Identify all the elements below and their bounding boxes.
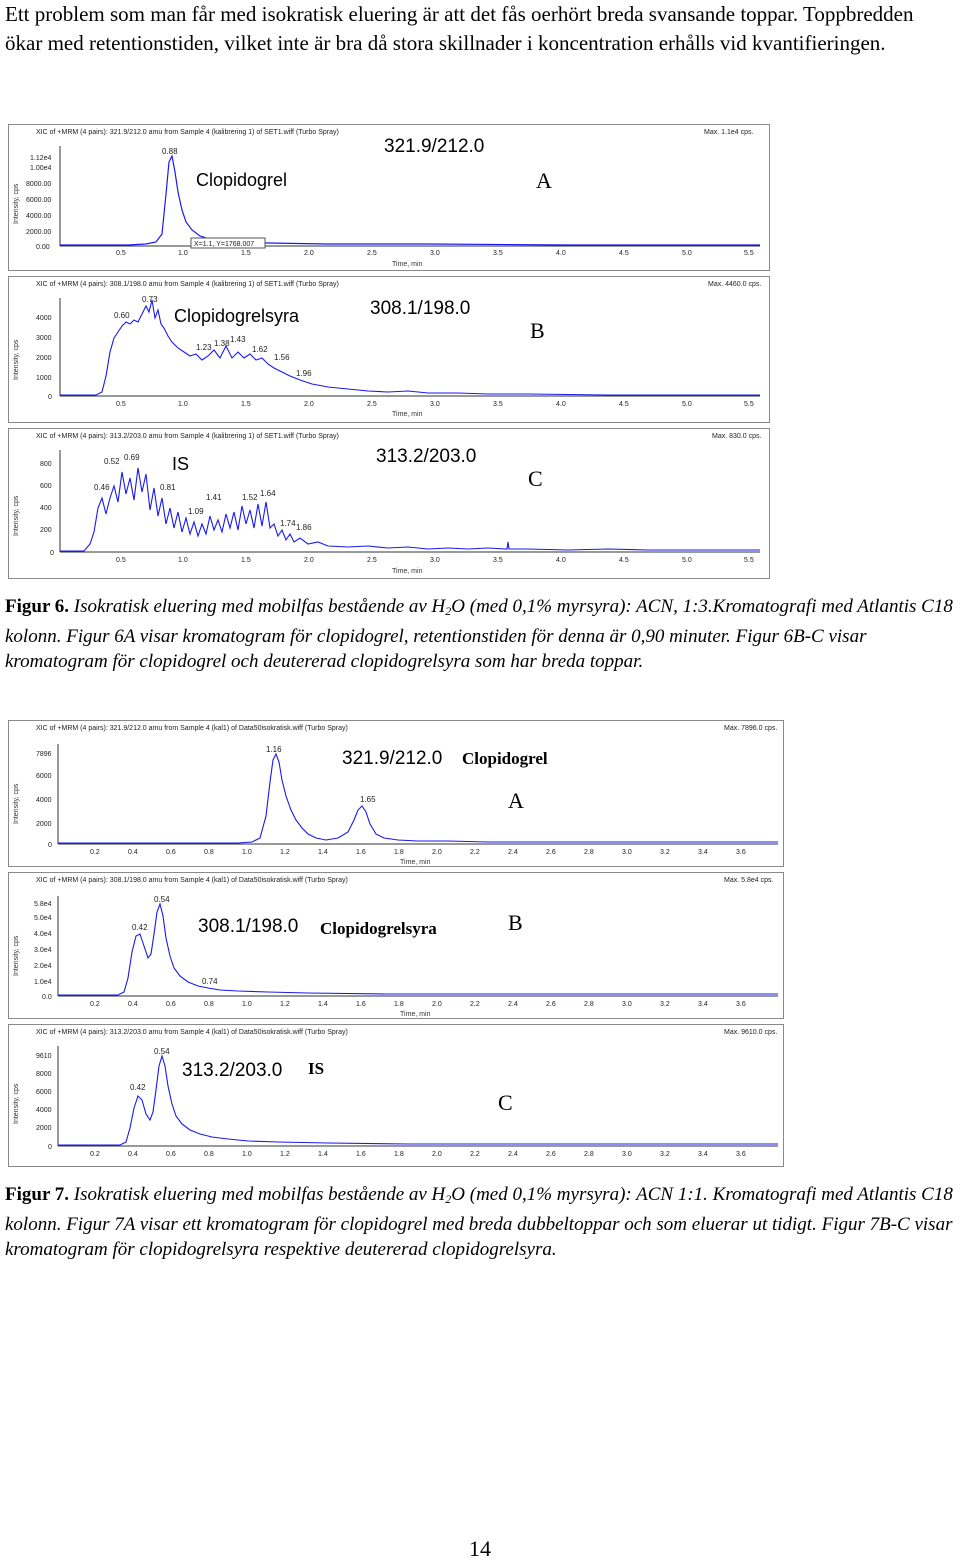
caption-subscript: 2 [445,604,452,618]
y-tick: 2000.00 [26,229,52,236]
peak-label: 1.74 [280,519,296,528]
panel-letter: A [536,168,552,193]
panel-header: XIC of +MRM (4 pairs): 313.2/203.0 amu from Sample 4 (kalibrering 1) of SET1.wiff (Turbo Spray) [36,433,339,440]
x-tick: 2.0 [304,557,314,564]
caption-text-start: Isokratisk eluering med mobilfas bestående av H [73,596,446,617]
x-tick: 1.0 [178,557,188,564]
mrm-transition: 308.1/198.0 [198,916,299,937]
x-tick: 1.5 [241,401,251,408]
x-tick: 4.0 [556,401,566,408]
figure-7 [8,720,784,1168]
x-axis-label: Time, min [392,261,423,268]
x-tick: 3.4 [698,849,708,856]
x-tick: 5.5 [744,250,754,257]
compound-name: IS [172,454,190,474]
fig6-panel-b [9,277,770,423]
x-tick: 5.0 [682,401,692,408]
compound-name: Clopidogrelsyra [320,919,437,938]
y-tick: 5.8e4 [34,901,52,908]
x-tick: 5.5 [744,557,754,564]
y-tick: 600 [40,483,52,490]
x-tick: 1.6 [356,849,366,856]
peak-label: 1.62 [252,345,268,354]
mrm-transition: 321.9/212.0 [342,748,443,769]
panel-header: XIC of +MRM (4 pairs): 321.9/212.0 amu from Sample 4 (kalibrering 1) of SET1.wiff (Turbo Spray) [36,129,339,136]
x-tick: 3.5 [493,557,503,564]
caption-text-end: O (med 0,1% myrsyra): ACN 1:1. Kromatografi med Atlantis C18 kolonn. Figur 7A visar ett kromatogram för clopidogrel med breda dubbeltoppar och som eluerar ut tidigt. Figur 7B-C visar kromatogram för clopidogrelsyra respektive deutererad clopidogrelsyra. [5,1184,953,1260]
x-tick: 3.5 [493,401,503,408]
x-tick: 1.6 [356,1151,366,1158]
fig7-panel-b [9,873,784,1019]
y-tick: 1.0e4 [34,979,52,986]
x-tick: 1.2 [280,1151,290,1158]
y-tick: 9610 [36,1053,52,1060]
x-tick: 0.4 [128,1001,138,1008]
x-tick: 2.0 [432,849,442,856]
peak-label: 0.81 [160,483,176,492]
peak-label: 1.52 [242,493,258,502]
caption-subscript: 2 [445,1192,452,1206]
peak-label: 1.43 [230,335,246,344]
figure-6-caption [5,594,960,674]
panel-frame [9,1025,784,1167]
fig7-panel-a [9,721,784,867]
y-axis-label: Intensity, cps [13,935,20,976]
y-axis-label: Intensity, cps [13,183,20,224]
y-tick: 2000 [36,355,52,362]
panel-header: XIC of +MRM (4 pairs): 308.1/198.0 amu from Sample 4 (kal1) of Data50isokratisk.wiff (Turbo Spray) [36,877,348,884]
panel-max: Max. 9610.0 cps. [724,1029,778,1036]
x-tick: 5.5 [744,401,754,408]
y-tick: 2000 [36,1125,52,1132]
x-tick: 1.4 [318,1151,328,1158]
caption-text-start: Isokratisk eluering med mobilfas bestående av H [73,1184,446,1205]
panel-max: Max. 7896.0 cps. [724,725,778,732]
peak-label: 0.54 [154,1047,170,1056]
y-axis-label: Intensity, cps [13,339,20,380]
x-tick: 3.0 [622,1151,632,1158]
x-tick: 3.4 [698,1001,708,1008]
mrm-transition: 313.2/203.0 [182,1060,283,1081]
x-tick: 1.0 [242,849,252,856]
x-tick: 2.4 [508,1001,518,1008]
x-tick: 3.0 [430,557,440,564]
peak-label: 1.64 [260,489,276,498]
x-tick: 0.5 [116,401,126,408]
compound-name: Clopidogrelsyra [174,306,300,326]
panel-max: Max. 4460.0 cps. [708,281,762,288]
panel-letter: B [530,318,545,343]
y-tick: 6000 [36,773,52,780]
figure-6 [8,124,770,580]
x-tick: 0.8 [204,1151,214,1158]
peak-label: 0.88 [162,147,178,156]
compound-name: Clopidogrel [196,170,288,190]
x-tick: 1.0 [242,1001,252,1008]
x-tick: 1.4 [318,849,328,856]
mrm-transition: 313.2/203.0 [376,446,477,467]
y-tick: 1000 [36,375,52,382]
x-tick: 1.4 [318,1001,328,1008]
panel-max: Max. 1.1e4 cps. [704,129,754,136]
x-tick: 2.0 [432,1151,442,1158]
panel-header: XIC of +MRM (4 pairs): 313.2/203.0 amu from Sample 4 (kal1) of Data50isokratisk.wiff (Turbo Spray) [36,1029,348,1036]
compound-name: IS [308,1059,325,1078]
x-tick: 1.2 [280,1001,290,1008]
figure-label: Figur 7. [5,1184,70,1205]
compound-name: Clopidogrel [462,749,548,768]
y-tick: 7896 [36,751,52,758]
x-axis-label: Time, min [392,411,423,418]
y-tick: 200 [40,527,52,534]
panel-header: XIC of +MRM (4 pairs): 321.9/212.0 amu from Sample 4 (kal1) of Data50isokratisk.wiff (Turbo Spray) [36,725,348,732]
x-tick: 3.0 [430,401,440,408]
x-tick: 3.0 [430,250,440,257]
peak-label: 1.41 [206,493,222,502]
y-tick: 2.0e4 [34,963,52,970]
x-tick: 0.6 [166,1151,176,1158]
x-tick: 3.0 [622,849,632,856]
x-tick: 2.6 [546,1001,556,1008]
x-tick: 2.5 [367,557,377,564]
y-tick: 400 [40,505,52,512]
y-axis-label: Intensity, cps [13,495,20,536]
panel-header: XIC of +MRM (4 pairs): 308.1/198.0 amu from Sample 4 (kalibrering 1) of SET1.wiff (Turbo Spray) [36,281,339,288]
x-tick: 4.0 [556,557,566,564]
panel-letter: C [528,466,543,491]
peak-label: 1.86 [296,523,312,532]
x-tick: 4.5 [619,557,629,564]
y-tick: 0.00 [36,244,50,251]
x-tick: 0.2 [90,849,100,856]
y-tick: 3.0e4 [34,947,52,954]
cursor-readout: X=1.1, Y=1768.007 [194,241,255,248]
x-axis-label: Time, min [400,859,431,866]
figure-label: Figur 6. [5,596,70,617]
x-tick: 2.8 [584,849,594,856]
peak-label: 1.23 [196,343,212,352]
x-tick: 0.2 [90,1151,100,1158]
peak-label: 1.65 [360,795,376,804]
x-tick: 1.5 [241,557,251,564]
peak-label: 0.69 [124,453,140,462]
x-tick: 2.2 [470,1001,480,1008]
y-tick: 8000 [36,1071,52,1078]
intro-paragraph: Ett problem som man får med isokratisk eluering är att det fås oerhört breda svansande toppar. Toppbredden ökar med retentionstiden, vilket inte är bra då stora skillnader i koncentration erhålls vid kvantifieringen. [5,2,914,55]
x-tick: 2.4 [508,1151,518,1158]
panel-frame [9,873,784,1019]
x-tick: 0.2 [90,1001,100,1008]
panel-letter: A [508,788,524,813]
x-tick: 1.0 [178,250,188,257]
peak-label: 1.38 [214,339,230,348]
peak-label: 0.73 [142,295,158,304]
y-axis-label: Intensity, cps [13,1083,20,1124]
x-tick: 2.5 [367,401,377,408]
peak-label: 0.54 [154,895,170,904]
x-tick: 2.2 [470,849,480,856]
y-tick: 4.0e4 [34,931,52,938]
peak-label: 1.16 [266,745,282,754]
y-axis-label: Intensity, cps [13,783,20,824]
peak-label: 1.09 [188,507,204,516]
x-tick: 5.0 [682,250,692,257]
x-tick: 1.6 [356,1001,366,1008]
y-tick: 0 [48,1144,52,1151]
x-tick: 1.8 [394,849,404,856]
y-tick: 1.12e4 [30,155,52,162]
x-tick: 0.5 [116,557,126,564]
panel-letter: C [498,1090,513,1115]
y-tick: 0 [48,394,52,401]
x-tick: 2.0 [432,1001,442,1008]
x-axis-label: Time, min [392,568,423,575]
x-tick: 3.6 [736,849,746,856]
x-tick: 4.5 [619,250,629,257]
x-tick: 3.0 [622,1001,632,1008]
x-tick: 0.6 [166,849,176,856]
panel-max: Max. 5.8e4 cps. [724,877,774,884]
fig6-panel-c [9,429,770,579]
figure-6-chromatograms [8,124,770,580]
y-tick: 5.0e4 [34,915,52,922]
x-tick: 4.5 [619,401,629,408]
x-tick: 4.0 [556,250,566,257]
x-tick: 3.5 [493,250,503,257]
y-tick: 8000.00 [26,181,52,188]
panel-letter: B [508,910,523,935]
x-tick: 0.6 [166,1001,176,1008]
x-axis-label: Time, min [400,1011,431,1018]
x-tick: 2.6 [546,1151,556,1158]
x-tick: 2.6 [546,849,556,856]
fig6-panel-a [9,125,770,271]
peak-label: 0.52 [104,457,120,466]
x-tick: 2.0 [304,250,314,257]
peak-label: 0.42 [132,923,148,932]
x-tick: 5.0 [682,557,692,564]
panel-max: Max. 830.0 cps. [712,433,762,440]
x-tick: 0.8 [204,849,214,856]
y-tick: 0.0 [42,994,52,1001]
x-tick: 1.5 [241,250,251,257]
page-number: 14 [469,1536,491,1561]
mrm-transition: 321.9/212.0 [384,136,485,157]
x-tick: 3.6 [736,1151,746,1158]
x-tick: 0.4 [128,849,138,856]
peak-label: 0.60 [114,311,130,320]
x-tick: 3.4 [698,1151,708,1158]
x-tick: 2.0 [304,401,314,408]
y-tick: 0 [50,550,54,557]
x-tick: 1.0 [242,1151,252,1158]
y-tick: 6000.00 [26,197,52,204]
x-tick: 1.2 [280,849,290,856]
x-tick: 3.6 [736,1001,746,1008]
x-tick: 0.8 [204,1001,214,1008]
x-tick: 1.8 [394,1151,404,1158]
x-tick: 2.8 [584,1001,594,1008]
x-tick: 2.2 [470,1151,480,1158]
y-tick: 4000 [36,1107,52,1114]
panel-frame [9,721,784,867]
x-tick: 2.5 [367,250,377,257]
y-tick: 800 [40,461,52,468]
x-tick: 2.8 [584,1151,594,1158]
x-tick: 1.0 [178,401,188,408]
mrm-transition: 308.1/198.0 [370,298,471,319]
peak-label: 0.74 [202,977,218,986]
x-tick: 2.4 [508,849,518,856]
fig7-panel-c [9,1025,784,1167]
x-tick: 0.4 [128,1151,138,1158]
x-tick: 1.8 [394,1001,404,1008]
y-tick: 1.00e4 [30,165,52,172]
x-tick: 3.2 [660,849,670,856]
y-tick: 0 [48,842,52,849]
x-tick: 0.5 [116,250,126,257]
x-tick: 3.2 [660,1001,670,1008]
peak-label: 0.46 [94,483,110,492]
y-tick: 4000.00 [26,213,52,220]
figure-7-caption [5,1182,960,1262]
x-tick: 3.2 [660,1151,670,1158]
y-tick: 4000 [36,797,52,804]
caption-text-end: O (med 0,1% myrsyra): ACN, 1:3.Kromatografi med Atlantis C18 kolonn. Figur 6A visar kromatogram för clopidogrel, retentionstiden för denna är 0,90 minuter. Figur 6B-C visar kromatogram för clopidogrel och deutererad clopidogrelsyra som har breda toppar. [5,596,953,672]
figure-7-chromatograms [8,720,784,1168]
peak-label: 1.96 [296,369,312,378]
y-tick: 3000 [36,335,52,342]
peak-label: 0.42 [130,1083,146,1092]
y-tick: 4000 [36,315,52,322]
y-tick: 6000 [36,1089,52,1096]
peak-label: 1.56 [274,353,290,362]
y-tick: 2000 [36,821,52,828]
